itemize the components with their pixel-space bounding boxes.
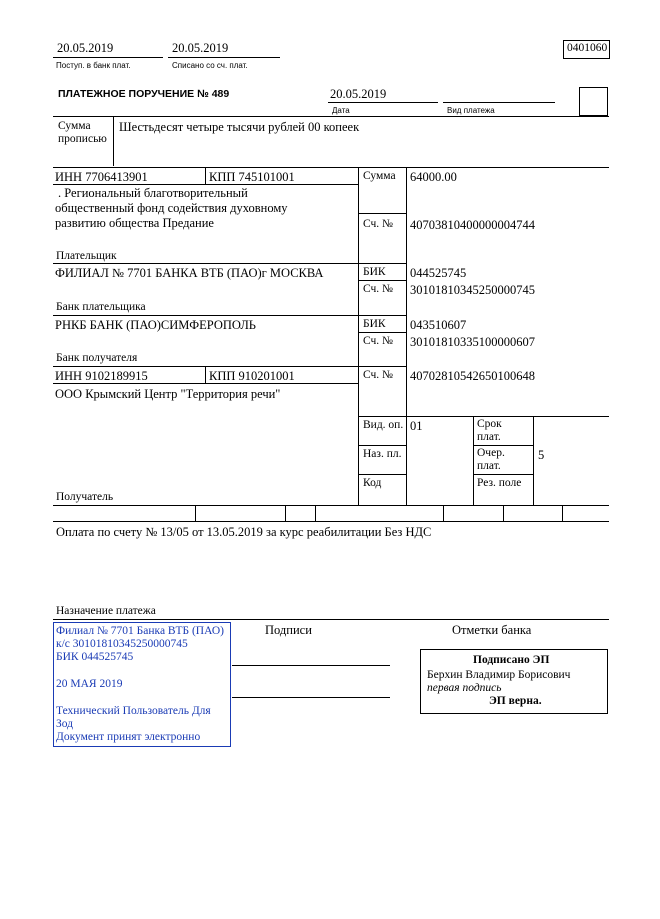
payee-name: ООО Крымский Центр "Территория речи" — [55, 387, 281, 401]
payer-bank-bik-label: БИК — [363, 266, 386, 278]
payer-bank-account: 30101810345250000745 — [410, 283, 535, 297]
ep-signature-note: первая подпись — [427, 682, 502, 694]
bank-marks-label: Отметки банка — [452, 623, 532, 637]
payment-type-label: Вид платежа — [447, 106, 495, 115]
payer-name-1: . Региональный благотворительный — [58, 186, 248, 200]
term-label-2: плат. — [477, 431, 501, 443]
sum-value: 64000.00 — [410, 170, 457, 184]
stamp-line-user-2: Зод — [56, 718, 74, 730]
payee-bank-name: РНКБ БАНК (ПАО)СИМФЕРОПОЛЬ — [55, 318, 256, 332]
debited-date: 20.05.2019 — [172, 41, 229, 55]
document-date: 20.05.2019 — [330, 87, 387, 101]
priority-value: 5 — [538, 448, 545, 462]
stamp-line-date: 20 МАЯ 2019 — [56, 678, 123, 690]
payee-kpp: КПП 910201001 — [209, 369, 295, 383]
amount-words-label-2: прописью — [58, 133, 107, 145]
sum-label: Сумма — [363, 170, 396, 182]
form-code-box — [563, 40, 610, 59]
payee-inn: ИНН 9102189915 — [55, 369, 148, 383]
payee-bank-bik-label: БИК — [363, 318, 386, 330]
payee-label: Получатель — [56, 491, 114, 503]
priority-label-2: плат. — [477, 460, 501, 472]
payment-purpose: Оплата по счету № 13/05 от 13.05.2019 за курс реабилитации Без НДС — [56, 525, 432, 539]
amount-words-value: Шестьдесят четыре тысячи рублей 00 копеек — [119, 120, 360, 134]
payee-bank-account-label: Сч. № — [363, 335, 394, 347]
payer-account: 40703810400000004744 — [410, 218, 535, 232]
payer-inn: ИНН 7706413901 — [55, 170, 148, 184]
stamp-line-accepted: Документ принят электронно — [56, 731, 201, 743]
stamp-line-corr-account: к/с 30101810345250000745 — [56, 638, 188, 650]
payer-bank-name: ФИЛИАЛ № 7701 БАНКА ВТБ (ПАО)г МОСКВА — [55, 266, 324, 280]
purpose-code-label: Наз. пл. — [363, 448, 402, 460]
payee-bank-account: 30101810335100000607 — [410, 335, 535, 349]
date-label: Дата — [332, 106, 350, 115]
ep-verified: ЭП верна. — [489, 695, 542, 707]
payer-bank-account-label: Сч. № — [363, 283, 394, 295]
op-type-value: 01 — [410, 419, 423, 433]
payer-bank-label: Банк плательщика — [56, 301, 146, 313]
payee-bank-bik: 043510607 — [410, 318, 467, 332]
payment-purpose-label: Назначение платежа — [56, 605, 156, 617]
priority-label-1: Очер. — [477, 447, 505, 459]
reserve-label: Рез. поле — [477, 477, 522, 489]
stamp-line-user: Технический Пользователь Для — [56, 705, 211, 717]
payer-kpp: КПП 745101001 — [209, 170, 295, 184]
form-code: 0401060 — [567, 42, 608, 54]
payer-name-3: развитию общества Предание — [55, 216, 214, 230]
signatures-label: Подписи — [265, 623, 312, 637]
stamp-line-bank: Филиал № 7701 Банка ВТБ (ПАО) — [56, 625, 224, 637]
payer-bank-bik: 044525745 — [410, 266, 467, 280]
payee-account-label: Сч. № — [363, 369, 394, 381]
op-type-label: Вид. оп. — [363, 419, 404, 431]
payee-account: 40702810542650100648 — [410, 369, 535, 383]
document-title: ПЛАТЕЖНОЕ ПОРУЧЕНИЕ № 489 — [58, 88, 230, 100]
amount-words-label-1: Сумма — [58, 120, 91, 132]
code-label: Код — [363, 477, 382, 489]
ep-signer: Берхин Владимир Борисович — [427, 669, 571, 681]
received-date: 20.05.2019 — [57, 41, 114, 55]
term-label-1: Срок — [477, 418, 502, 430]
payment-type-box — [579, 87, 608, 116]
payer-label: Плательщик — [56, 250, 117, 262]
bank-stamp — [53, 622, 231, 747]
received-label: Поступ. в банк плат. — [56, 61, 131, 70]
ep-signature-box — [420, 649, 608, 714]
ep-title: Подписано ЭП — [473, 654, 550, 666]
payer-name-2: общественный фонд содействия духовному — [55, 201, 288, 215]
payee-bank-label: Банк получателя — [56, 352, 138, 364]
debited-label: Списано со сч. плат. — [172, 61, 248, 70]
payer-account-label: Сч. № — [363, 218, 394, 230]
stamp-line-bik: БИК 044525745 — [56, 651, 134, 663]
